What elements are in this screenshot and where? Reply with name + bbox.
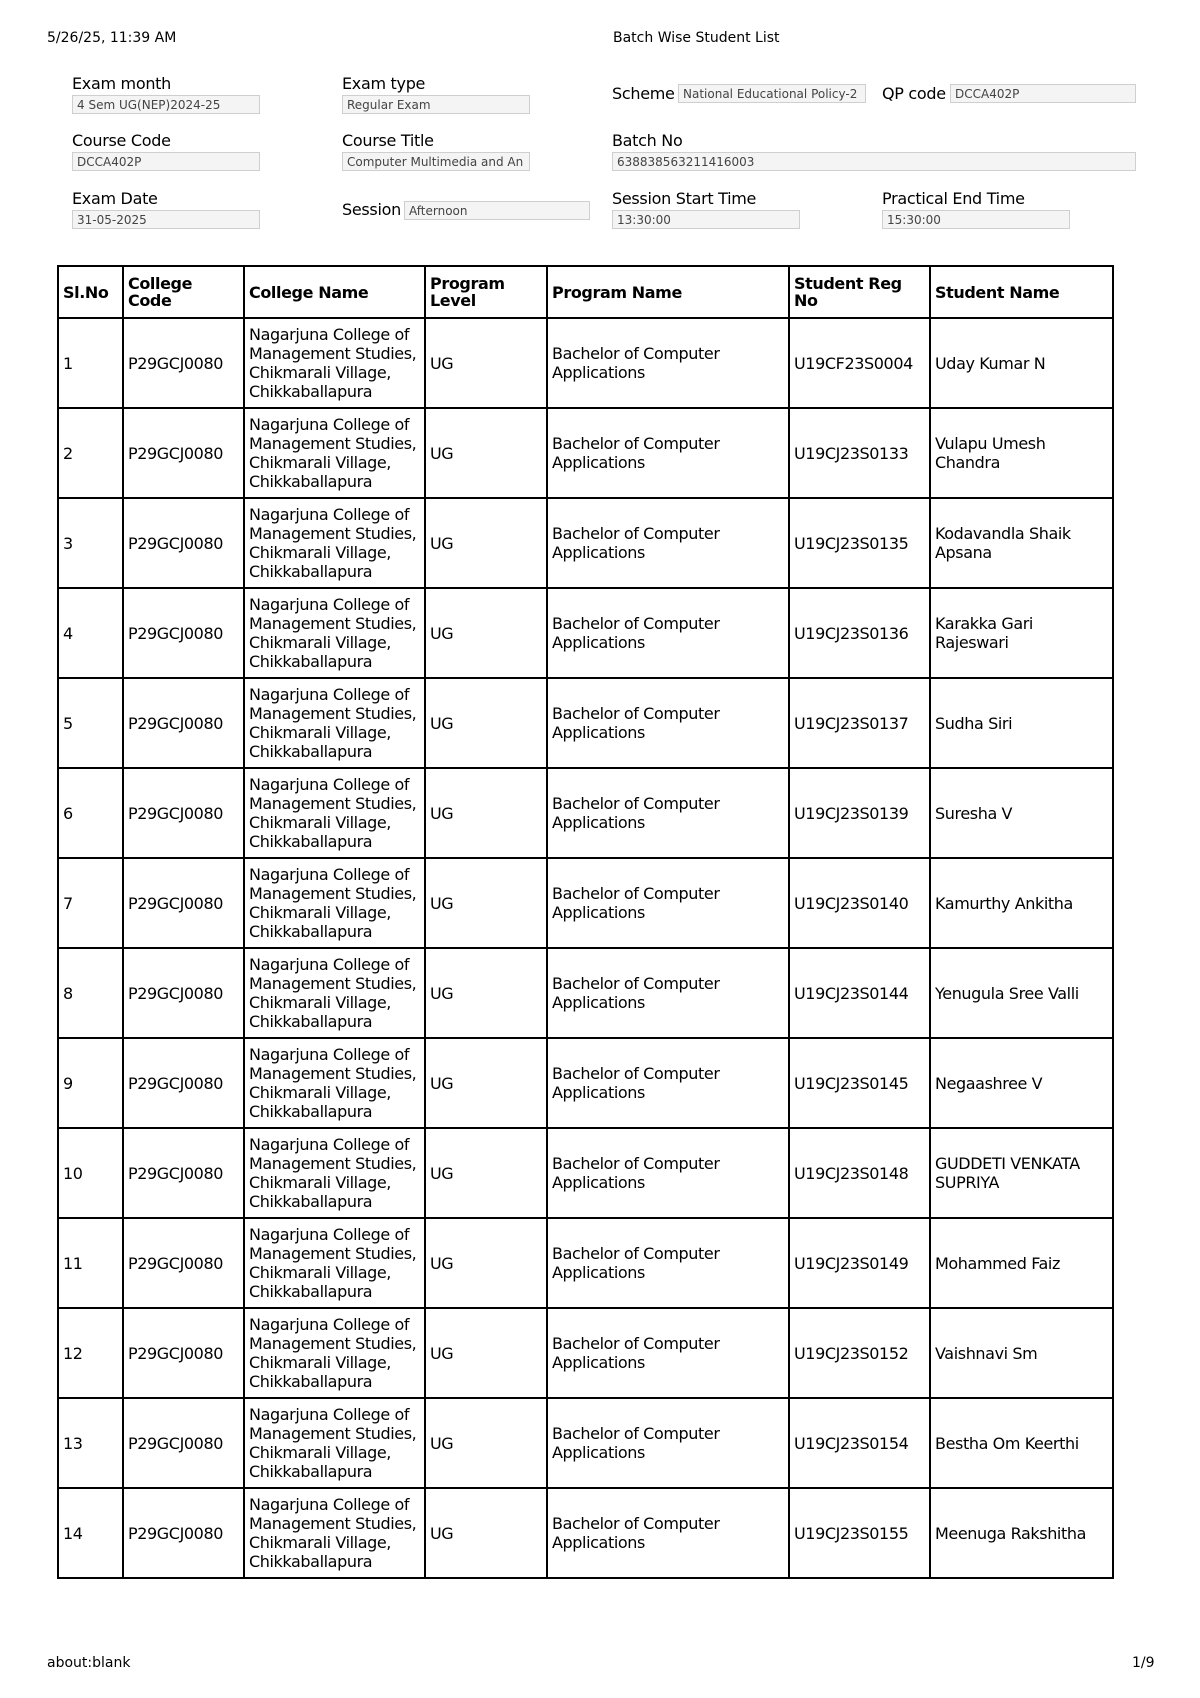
cell-program-name: Bachelor of Computer Applications [547, 1128, 789, 1218]
table-row [58, 858, 1113, 948]
cell-student-name: Vaishnavi Sm [930, 1308, 1113, 1398]
cell-college-name: Nagarjuna College of Management Studies, Chikmarali Village, Chikkaballapura [244, 1038, 425, 1128]
cell-college-name: Nagarjuna College of Management Studies, Chikmarali Village, Chikkaballapura [244, 1488, 425, 1578]
cell-program-level: UG [425, 1308, 547, 1398]
course-title-field[interactable]: Computer Multimedia and An [342, 152, 530, 171]
header-program-level: Program Level [425, 266, 547, 318]
cell-student-name: Mohammed Faiz [930, 1218, 1113, 1308]
cell-college-code: P29GCJ0080 [123, 1398, 244, 1488]
cell-college-name: Nagarjuna College of Management Studies, Chikmarali Village, Chikkaballapura [244, 678, 425, 768]
exam-month-field[interactable]: 4 Sem UG(NEP)2024-25 [72, 95, 260, 114]
batch-no-label: Batch No [612, 131, 683, 150]
cell-program-name: Bachelor of Computer Applications [547, 408, 789, 498]
table-row [58, 318, 1113, 408]
exam-type-field[interactable]: Regular Exam [342, 95, 530, 114]
cell-college-name: Nagarjuna College of Management Studies, Chikmarali Village, Chikkaballapura [244, 588, 425, 678]
cell-student-name: Meenuga Rakshitha [930, 1488, 1113, 1578]
cell-student-reg-no: U19CF23S0004 [789, 318, 930, 408]
table-row [58, 768, 1113, 858]
cell-program-level: UG [425, 768, 547, 858]
header-college-name: College Name [244, 266, 425, 318]
cell-program-name: Bachelor of Computer Applications [547, 498, 789, 588]
qp-code-field[interactable]: DCCA402P [950, 84, 1136, 103]
course-title-label: Course Title [342, 131, 434, 150]
header-student-name: Student Name [930, 266, 1113, 318]
cell-program-level: UG [425, 948, 547, 1038]
cell-student-name: Karakka Gari Rajeswari [930, 588, 1113, 678]
cell-college-code: P29GCJ0080 [123, 1488, 244, 1578]
cell-college-name: Nagarjuna College of Management Studies, Chikmarali Village, Chikkaballapura [244, 1218, 425, 1308]
cell-student-reg-no: U19CJ23S0139 [789, 768, 930, 858]
course-code-field[interactable]: DCCA402P [72, 152, 260, 171]
cell-program-name: Bachelor of Computer Applications [547, 1038, 789, 1128]
cell-sl-no: 3 [58, 498, 123, 588]
cell-college-name: Nagarjuna College of Management Studies, Chikmarali Village, Chikkaballapura [244, 498, 425, 588]
table-row [58, 948, 1113, 1038]
cell-program-level: UG [425, 1398, 547, 1488]
cell-college-code: P29GCJ0080 [123, 1038, 244, 1128]
footer-url: about:blank [47, 1655, 131, 1671]
scheme-label: Scheme [612, 84, 675, 103]
cell-student-name: Suresha V [930, 768, 1113, 858]
cell-program-level: UG [425, 588, 547, 678]
cell-student-name: Uday Kumar N [930, 318, 1113, 408]
cell-college-code: P29GCJ0080 [123, 678, 244, 768]
cell-student-name: Yenugula Sree Valli [930, 948, 1113, 1038]
cell-student-reg-no: U19CJ23S0137 [789, 678, 930, 768]
header-college-code: College Code [123, 266, 244, 318]
cell-student-reg-no: U19CJ23S0135 [789, 498, 930, 588]
table-row [58, 1128, 1113, 1218]
cell-college-code: P29GCJ0080 [123, 498, 244, 588]
cell-sl-no: 11 [58, 1218, 123, 1308]
table-row [58, 588, 1113, 678]
cell-sl-no: 6 [58, 768, 123, 858]
cell-student-reg-no: U19CJ23S0155 [789, 1488, 930, 1578]
cell-college-code: P29GCJ0080 [123, 318, 244, 408]
cell-sl-no: 10 [58, 1128, 123, 1218]
cell-student-reg-no: U19CJ23S0140 [789, 858, 930, 948]
table-row [58, 1488, 1113, 1578]
cell-college-code: P29GCJ0080 [123, 588, 244, 678]
cell-sl-no: 2 [58, 408, 123, 498]
session-start-field[interactable]: 13:30:00 [612, 210, 800, 229]
cell-college-code: P29GCJ0080 [123, 948, 244, 1038]
cell-student-reg-no: U19CJ23S0148 [789, 1128, 930, 1218]
cell-program-name: Bachelor of Computer Applications [547, 1488, 789, 1578]
cell-program-level: UG [425, 1218, 547, 1308]
batch-no-field[interactable]: 638838563211416003 [612, 152, 1136, 171]
table-row [58, 408, 1113, 498]
course-code-label: Course Code [72, 131, 171, 150]
session-field[interactable]: Afternoon [404, 201, 590, 220]
table-row [58, 1308, 1113, 1398]
qp-code-label: QP code [882, 84, 946, 103]
table-row [58, 678, 1113, 768]
cell-student-name: Kamurthy Ankitha [930, 858, 1113, 948]
cell-program-level: UG [425, 408, 547, 498]
table-row [58, 498, 1113, 588]
cell-college-name: Nagarjuna College of Management Studies, Chikmarali Village, Chikkaballapura [244, 1128, 425, 1218]
cell-program-name: Bachelor of Computer Applications [547, 948, 789, 1038]
cell-sl-no: 9 [58, 1038, 123, 1128]
cell-college-code: P29GCJ0080 [123, 768, 244, 858]
cell-sl-no: 13 [58, 1398, 123, 1488]
cell-sl-no: 1 [58, 318, 123, 408]
header-student-reg-no: Student Reg No [789, 266, 930, 318]
cell-college-code: P29GCJ0080 [123, 1218, 244, 1308]
cell-program-level: UG [425, 1488, 547, 1578]
cell-sl-no: 7 [58, 858, 123, 948]
cell-college-name: Nagarjuna College of Management Studies, Chikmarali Village, Chikkaballapura [244, 1308, 425, 1398]
cell-sl-no: 5 [58, 678, 123, 768]
cell-program-level: UG [425, 678, 547, 768]
table-row [58, 1398, 1113, 1488]
cell-college-code: P29GCJ0080 [123, 858, 244, 948]
page-title: Batch Wise Student List [613, 30, 780, 46]
cell-student-name: Vulapu Umesh Chandra [930, 408, 1113, 498]
cell-college-name: Nagarjuna College of Management Studies, Chikmarali Village, Chikkaballapura [244, 858, 425, 948]
exam-type-label: Exam type [342, 74, 426, 93]
cell-student-reg-no: U19CJ23S0154 [789, 1398, 930, 1488]
cell-program-name: Bachelor of Computer Applications [547, 768, 789, 858]
header-program-name: Program Name [547, 266, 789, 318]
cell-student-name: GUDDETI VENKATA SUPRIYA [930, 1128, 1113, 1218]
table-row [58, 1038, 1113, 1128]
cell-program-name: Bachelor of Computer Applications [547, 678, 789, 768]
cell-program-name: Bachelor of Computer Applications [547, 588, 789, 678]
cell-college-name: Nagarjuna College of Management Studies, Chikmarali Village, Chikkaballapura [244, 1398, 425, 1488]
cell-student-reg-no: U19CJ23S0145 [789, 1038, 930, 1128]
exam-date-label: Exam Date [72, 189, 158, 208]
cell-sl-no: 8 [58, 948, 123, 1038]
cell-college-code: P29GCJ0080 [123, 1128, 244, 1218]
cell-student-reg-no: U19CJ23S0149 [789, 1218, 930, 1308]
cell-student-name: Kodavandla Shaik Apsana [930, 498, 1113, 588]
cell-program-level: UG [425, 1038, 547, 1128]
cell-program-name: Bachelor of Computer Applications [547, 1218, 789, 1308]
session-start-label: Session Start Time [612, 189, 757, 208]
footer-page-number: 1/9 [1132, 1655, 1155, 1671]
cell-college-code: P29GCJ0080 [123, 408, 244, 498]
student-table [57, 265, 1114, 1579]
cell-program-level: UG [425, 858, 547, 948]
cell-student-name: Negaashree V [930, 1038, 1113, 1128]
cell-student-reg-no: U19CJ23S0152 [789, 1308, 930, 1398]
header-sl-no: Sl.No [58, 266, 123, 318]
print-date: 5/26/25, 11:39 AM [47, 30, 177, 46]
cell-college-name: Nagarjuna College of Management Studies, Chikmarali Village, Chikkaballapura [244, 408, 425, 498]
cell-program-level: UG [425, 318, 547, 408]
cell-student-name: Bestha Om Keerthi [930, 1398, 1113, 1488]
cell-college-name: Nagarjuna College of Management Studies, Chikmarali Village, Chikkaballapura [244, 768, 425, 858]
cell-college-name: Nagarjuna College of Management Studies, Chikmarali Village, Chikkaballapura [244, 948, 425, 1038]
cell-student-reg-no: U19CJ23S0136 [789, 588, 930, 678]
exam-date-field[interactable]: 31-05-2025 [72, 210, 260, 229]
exam-month-label: Exam month [72, 74, 171, 93]
cell-student-name: Sudha Siri [930, 678, 1113, 768]
cell-college-code: P29GCJ0080 [123, 1308, 244, 1398]
cell-student-reg-no: U19CJ23S0133 [789, 408, 930, 498]
practical-end-label: Practical End Time [882, 189, 1025, 208]
cell-program-name: Bachelor of Computer Applications [547, 1308, 789, 1398]
cell-program-name: Bachelor of Computer Applications [547, 858, 789, 948]
cell-sl-no: 4 [58, 588, 123, 678]
cell-sl-no: 12 [58, 1308, 123, 1398]
table-header-row [58, 266, 1113, 318]
session-label: Session [342, 200, 401, 219]
cell-student-reg-no: U19CJ23S0144 [789, 948, 930, 1038]
table-row [58, 1218, 1113, 1308]
cell-program-level: UG [425, 498, 547, 588]
cell-program-name: Bachelor of Computer Applications [547, 1398, 789, 1488]
cell-program-name: Bachelor of Computer Applications [547, 318, 789, 408]
scheme-field[interactable]: National Educational Policy-2 [678, 84, 866, 103]
cell-sl-no: 14 [58, 1488, 123, 1578]
cell-college-name: Nagarjuna College of Management Studies, Chikmarali Village, Chikkaballapura [244, 318, 425, 408]
cell-program-level: UG [425, 1128, 547, 1218]
practical-end-field[interactable]: 15:30:00 [882, 210, 1070, 229]
